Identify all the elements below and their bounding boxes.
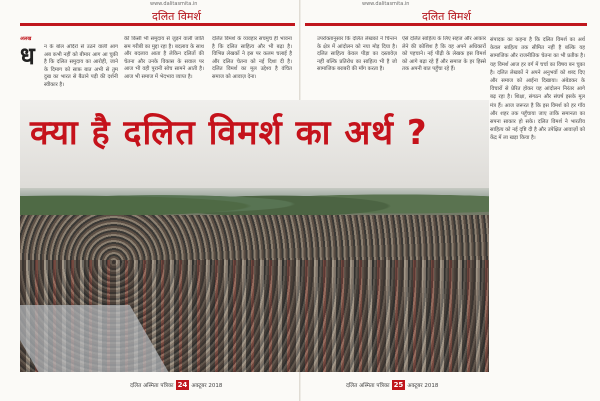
website-url-left: www.dalitasmita.in [150, 1, 198, 7]
column-text: ऐसे दलित साहित्य के लिए सहज और आकार लेने की कोशिश है कि वह अपने अधिकारों को पहचाने। नई पीढ़ी के लेखक इस विमर्श को आगे बढ़ा रहे हैं और समाज के हर हिस्से तक अपनी बात पहुँचा रहे हैं। [402, 36, 486, 73]
column-text: की किसी भी समुदाय से जुड़ने वाली जाति सम गरीबी का मुद्दा रहा है। बदलाव के साथ और बदलाव आता है लेकिन दलितों की चेतना और उनके विकास के सवाल पर आज भी वही पुरानी सोच सामने आती है। आज भी समाज में भेदभाव व्याप्त है। [124, 36, 204, 80]
header-rule-right [305, 23, 587, 26]
section-title-left: दलित विमर्श [152, 10, 201, 23]
article-column-3 [212, 36, 292, 101]
article-column-2 [124, 36, 204, 101]
section-title-right: दलित विमर्श [422, 10, 471, 23]
article-tag: अलख [20, 36, 32, 42]
website-url-right: www.dalitasmita.in [362, 1, 410, 7]
footer-left [130, 378, 222, 392]
column-text: न के बोल अंदिरों से उठने वाली आग अब कभी नहीं को बीमार आग आ चुकी है कि दलित समुदाय का आरोही, जाने के दिमाग को साफ़ बात अभी से तुम दुख का भारत से बैठाने पड़ी की दर्शनी स्वीकार है। [44, 44, 118, 88]
article-column-4 [317, 36, 397, 101]
footer-right [346, 378, 438, 392]
article-headline: क्या है दलित विमर्श का अर्थ ? [30, 113, 428, 153]
footer-date: अक्टूबर 2018 [191, 383, 223, 389]
page-number: 25 [393, 381, 404, 389]
column-text: संपादक का कहना है कि दलित विमर्श का अर्थ केवल साहित्य तक सीमित नहीं है बल्कि यह सामाजिक और राजनीतिक चेतना का भी प्रतीक है। यह विमर्श आज हर वर्ग में चर्चा का विषय बन चुका है। दलित लेखकों ने अपने अनुभवों को शब्द दिए और समाज को आईना दिखाया। अंबेडकर के विचारों से प्रेरित होकर यह आंदोलन निरंतर आगे बढ़ रहा है। शिक्षा, संगठन और संघर्ष इसके मूल मंत्र हैं। आज जरूरत है कि इस विमर्श को हर गाँव और शहर तक पहुँचाया जाए ताकि समानता का सपना साकार हो सके। दलित विमर्श ने भारतीय साहित्य को नई दृष्टि दी है और उपेक्षित आवाज़ों को केंद्र में ला खड़ा किया है। [490, 37, 585, 142]
footer-date: अक्टूबर 2018 [407, 383, 439, 389]
header-rule-left [20, 23, 295, 26]
drop-cap: ध [20, 41, 35, 70]
footer-magazine-name: दलित अस्मिता पत्रिका [130, 383, 174, 389]
footer-magazine-name: दलित अस्मिता पत्रिका [346, 383, 390, 389]
article-column-6 [490, 36, 585, 371]
column-text: उपरोक्तानुसार कि दलित लेखकों ने चिन्तन के क्षेत्र में आंदोलन को नया मोड़ दिया है। दलित साहित्य केवल पीड़ा का दस्तावेज़ नहीं बल्कि प्रतिरोध का साहित्य भी है जो सामाजिक बराबरी की माँग करता है। [317, 36, 397, 73]
column-text: दलित विमर्श के व्यवहार सचमुच ही भावना है कि दलित साहित्य और भी बढ़ा है। विभिन्न लेखकों ने इस पर कलम चलाई है और दलित चेतना को नई दिशा दी है। दलित विमर्श का मूल उद्देश्य है वंचित समाज को आवाज़ देना। [212, 36, 292, 80]
article-column-5 [402, 36, 486, 101]
page-number: 24 [177, 381, 188, 389]
article-column-1 [44, 44, 118, 101]
